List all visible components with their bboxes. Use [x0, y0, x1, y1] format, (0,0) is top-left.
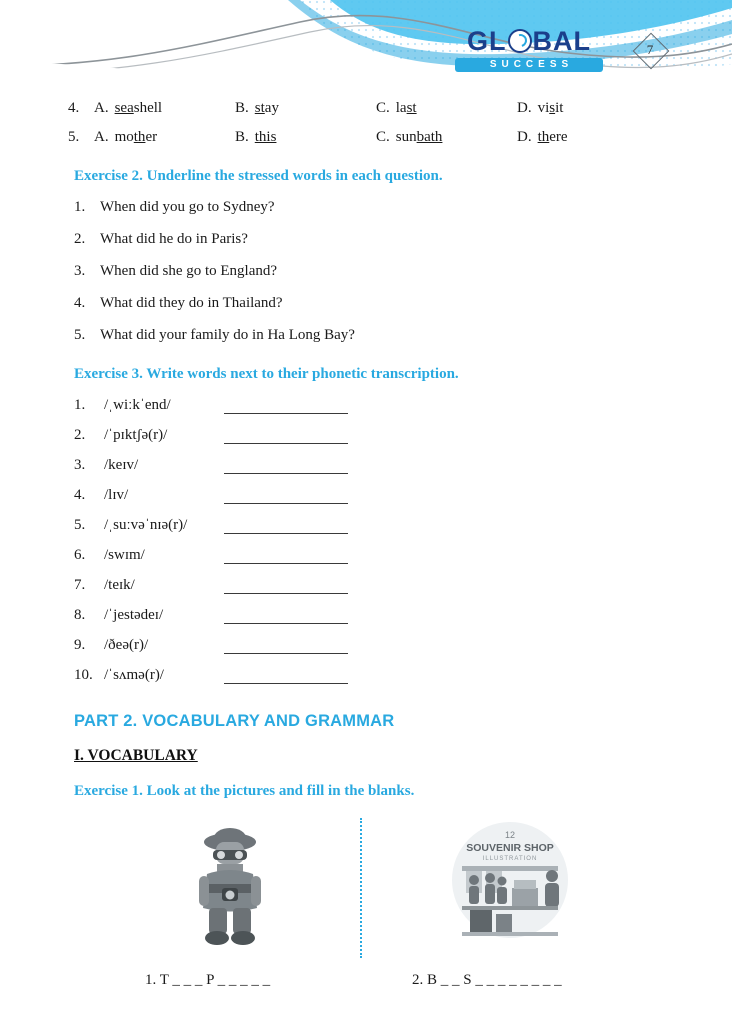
option-label: A. — [94, 129, 109, 145]
part-2-title: PART 2. VOCABULARY AND GRAMMAR — [74, 712, 395, 730]
list-item — [0, 667, 732, 684]
answer-blank[interactable] — [224, 640, 348, 654]
option-text: last — [395, 100, 417, 116]
mcq-option[interactable] — [235, 100, 376, 117]
mcq-option[interactable] — [376, 100, 517, 117]
list-item — [0, 547, 732, 564]
item-number: 9. — [74, 637, 86, 653]
item-text[interactable]: What did they do in Thailand? — [100, 295, 283, 311]
phonetic-transcription: /ðeə(r)/ — [104, 637, 149, 653]
exercise-1-heading: Exercise 1. Look at the pictures and fill in the blanks. — [74, 783, 415, 799]
answer-blank[interactable] — [224, 490, 348, 504]
mcq-option[interactable] — [376, 129, 517, 146]
phonetic-transcription: /ˈsʌmə(r)/ — [104, 667, 164, 683]
vocabulary-section-title: I. VOCABULARY — [74, 747, 198, 764]
option-label: C. — [376, 129, 390, 145]
logo-text-1: GL — [467, 26, 507, 56]
picture-2-label-main: SOUVENIR SHOP — [466, 842, 554, 854]
list-item — [0, 427, 732, 444]
answer-blank[interactable] — [224, 550, 348, 564]
option-label: D. — [517, 129, 532, 145]
mcq-option[interactable] — [517, 129, 658, 146]
option-text: stay — [254, 100, 279, 116]
exercise-2-heading: Exercise 2. Underline the stressed words in each question. — [74, 168, 443, 184]
list-item — [0, 637, 732, 654]
item-number: 1. — [74, 397, 86, 413]
picture-captions — [0, 972, 732, 1002]
list-item — [0, 487, 732, 504]
page-number — [632, 32, 668, 68]
item-number: 5. — [74, 517, 86, 533]
answer-blank[interactable] — [224, 520, 348, 534]
phonetic-transcription: /ˌwiːkˈend/ — [104, 397, 171, 413]
item-number: 2. — [74, 427, 86, 443]
item-number: 3. — [74, 457, 86, 473]
logo-wordmark — [467, 26, 591, 55]
answer-blank[interactable] — [224, 580, 348, 594]
phonetic-transcription: /keɪv/ — [104, 457, 139, 473]
list-item — [0, 397, 732, 414]
item-number: 2. — [74, 231, 86, 247]
logo — [455, 26, 603, 72]
option-text: this — [254, 129, 277, 145]
answer-blank[interactable] — [224, 670, 348, 684]
souvenir-shop-illustration — [440, 818, 580, 943]
logo-subtitle: SUCCESS — [455, 58, 603, 72]
mcq-option[interactable] — [94, 100, 235, 117]
answer-blank[interactable] — [224, 400, 348, 414]
picture-2-label-top: 12 — [504, 830, 516, 840]
item-number: 4. — [74, 487, 86, 503]
list-item — [0, 231, 732, 248]
picture-1-answer-blank[interactable]: 1. T _ _ _ P _ _ _ _ _ — [145, 972, 271, 988]
table-row — [0, 129, 732, 146]
item-text[interactable]: When did she go to England? — [100, 263, 278, 279]
list-item — [0, 457, 732, 474]
table-row — [0, 100, 732, 117]
item-number: 10. — [74, 667, 93, 683]
exercise-3-heading: Exercise 3. Write words next to their phonetic transcription. — [74, 366, 459, 382]
list-item — [0, 263, 732, 280]
pictures-area — [0, 818, 732, 968]
page-header — [0, 0, 732, 96]
page-number-text: 7 — [646, 42, 654, 57]
header-decoration — [0, 0, 732, 96]
phonetic-transcription: /ˌsuːvəˈnɪə(r)/ — [104, 517, 188, 533]
page-content — [0, 100, 732, 1002]
option-text: seashell — [114, 100, 163, 116]
item-text[interactable]: When did you go to Sydney? — [100, 199, 275, 215]
option-label: B. — [235, 129, 249, 145]
option-text: sunbath — [395, 129, 443, 145]
mcq-option[interactable] — [517, 100, 658, 117]
question-number: 5. — [68, 129, 80, 145]
item-number: 3. — [74, 263, 86, 279]
option-text: visit — [537, 100, 564, 116]
item-number: 6. — [74, 547, 86, 563]
list-item — [0, 295, 732, 312]
item-text[interactable]: What did your family do in Ha Long Bay? — [100, 327, 355, 343]
answer-blank[interactable] — [224, 610, 348, 624]
item-number: 5. — [74, 327, 86, 343]
answer-blank[interactable] — [224, 460, 348, 474]
item-number: 1. — [74, 199, 86, 215]
list-item — [0, 607, 732, 624]
phonetic-transcription: /lɪv/ — [104, 487, 129, 503]
phonetic-transcription: /swɪm/ — [104, 547, 145, 563]
phonetic-transcription: /ˈjestədeɪ/ — [104, 607, 164, 623]
item-text[interactable]: What did he do in Paris? — [100, 231, 248, 247]
mcq-option[interactable] — [94, 129, 235, 146]
option-label: B. — [235, 100, 249, 116]
picture-2-answer-blank[interactable]: 2. B _ _ S _ _ _ _ _ _ _ _ — [412, 972, 562, 988]
option-text: there — [537, 129, 568, 145]
tourist-illustration — [175, 818, 285, 953]
item-number: 7. — [74, 577, 86, 593]
item-number: 4. — [74, 295, 86, 311]
phonetic-transcription: /teɪk/ — [104, 577, 135, 593]
item-number: 8. — [74, 607, 86, 623]
list-item — [0, 517, 732, 534]
divider — [360, 818, 362, 958]
picture-2-label-sub: ILLUSTRATION — [482, 856, 538, 862]
option-label: A. — [94, 100, 109, 116]
list-item — [0, 199, 732, 216]
globe-icon — [508, 29, 532, 53]
logo-text-2: BAL — [532, 26, 591, 56]
option-text: mother — [114, 129, 158, 145]
question-number: 4. — [68, 100, 80, 116]
phonetic-transcription: /ˈpɪktʃə(r)/ — [104, 427, 168, 443]
mcq-option[interactable] — [235, 129, 376, 146]
list-item — [0, 327, 732, 344]
option-label: C. — [376, 100, 390, 116]
answer-blank[interactable] — [224, 430, 348, 444]
option-label: D. — [517, 100, 532, 116]
list-item — [0, 577, 732, 594]
